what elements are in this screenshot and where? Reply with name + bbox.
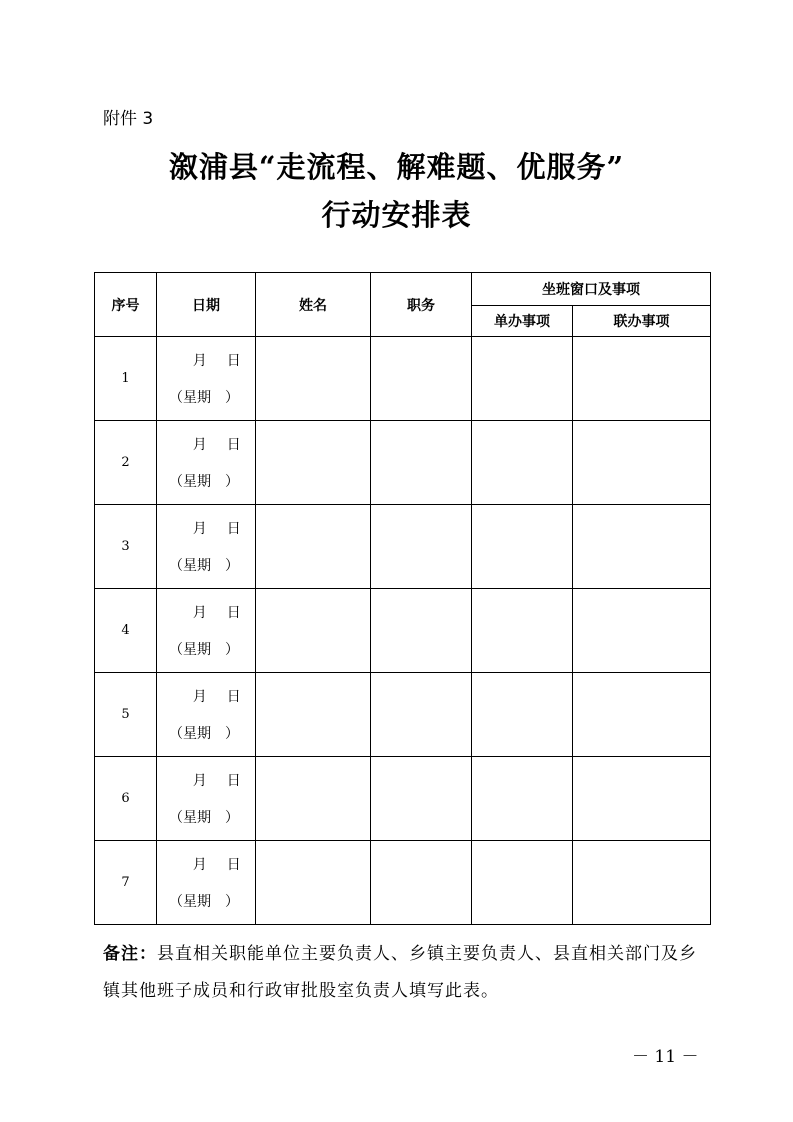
day-label: 日 [226, 773, 242, 789]
weekday-label: （星期 ） [169, 642, 239, 658]
joint-matters-cell[interactable] [573, 841, 711, 925]
joint-matters-cell[interactable] [573, 673, 711, 757]
joint-matters-cell[interactable] [573, 505, 711, 589]
footnote [103, 936, 703, 1010]
header-seq: 序号 [95, 273, 157, 337]
single-matters-cell[interactable] [472, 589, 573, 673]
single-matters-cell[interactable] [472, 505, 573, 589]
date-cell[interactable] [157, 673, 256, 757]
document-title: 溆浦县“走流程、解难题、优服务” [168, 150, 625, 184]
date-cell[interactable] [157, 337, 256, 421]
header-position: 职务 [371, 273, 472, 337]
month-label: 月 [192, 353, 208, 369]
position-cell[interactable] [371, 841, 472, 925]
month-label: 月 [192, 605, 208, 621]
name-cell[interactable] [256, 673, 371, 757]
table-row [95, 421, 711, 505]
attachment-label: 附件 3 [103, 109, 154, 129]
position-cell[interactable] [371, 505, 472, 589]
day-label: 日 [226, 521, 242, 537]
date-cell[interactable] [157, 841, 256, 925]
table-row [95, 841, 711, 925]
month-label: 月 [192, 521, 208, 537]
weekday-label: （星期 ） [169, 474, 239, 490]
month-label: 月 [192, 773, 208, 789]
seq-cell: 1 [95, 337, 157, 421]
day-label: 日 [226, 353, 242, 369]
name-cell[interactable] [256, 505, 371, 589]
position-cell[interactable] [371, 673, 472, 757]
single-matters-cell[interactable] [472, 841, 573, 925]
seq-cell: 5 [95, 673, 157, 757]
day-label: 日 [226, 605, 242, 621]
weekday-label: （星期 ） [169, 894, 239, 910]
day-label: 日 [226, 689, 242, 705]
single-matters-cell[interactable] [472, 757, 573, 841]
position-cell[interactable] [371, 589, 472, 673]
date-cell[interactable] [157, 421, 256, 505]
seq-cell: 2 [95, 421, 157, 505]
table-row [95, 589, 711, 673]
table-row [95, 337, 711, 421]
document-subtitle: 行动安排表 [321, 198, 472, 232]
name-cell[interactable] [256, 337, 371, 421]
seq-cell: 7 [95, 841, 157, 925]
header-window-group: 坐班窗口及事项 [472, 273, 711, 306]
name-cell[interactable] [256, 589, 371, 673]
date-cell[interactable] [157, 757, 256, 841]
page-number: － 11 － [632, 1047, 699, 1067]
joint-matters-cell[interactable] [573, 421, 711, 505]
name-cell[interactable] [256, 421, 371, 505]
joint-matters-cell[interactable] [573, 757, 711, 841]
seq-cell: 3 [95, 505, 157, 589]
position-cell[interactable] [371, 337, 472, 421]
weekday-label: （星期 ） [169, 810, 239, 826]
header-name: 姓名 [256, 273, 371, 337]
date-cell[interactable] [157, 589, 256, 673]
footnote-text: 县直相关职能单位主要负责人、乡镇主要负责人、县直相关部门及乡镇其他班子成员和行政审批股室负责人填写此表。 [103, 944, 697, 1001]
name-cell[interactable] [256, 841, 371, 925]
seq-cell: 4 [95, 589, 157, 673]
position-cell[interactable] [371, 757, 472, 841]
month-label: 月 [192, 857, 208, 873]
schedule-table [94, 272, 711, 925]
day-label: 日 [226, 437, 242, 453]
month-label: 月 [192, 689, 208, 705]
footnote-label: 备注： [103, 944, 157, 964]
joint-matters-cell[interactable] [573, 589, 711, 673]
single-matters-cell[interactable] [472, 337, 573, 421]
date-cell[interactable] [157, 505, 256, 589]
position-cell[interactable] [371, 421, 472, 505]
single-matters-cell[interactable] [472, 673, 573, 757]
seq-cell: 6 [95, 757, 157, 841]
header-joint-matters: 联办事项 [573, 306, 711, 337]
name-cell[interactable] [256, 757, 371, 841]
table-row [95, 673, 711, 757]
weekday-label: （星期 ） [169, 558, 239, 574]
joint-matters-cell[interactable] [573, 337, 711, 421]
single-matters-cell[interactable] [472, 421, 573, 505]
weekday-label: （星期 ） [169, 390, 239, 406]
table-row [95, 757, 711, 841]
header-date: 日期 [157, 273, 256, 337]
month-label: 月 [192, 437, 208, 453]
day-label: 日 [226, 857, 242, 873]
table-row [95, 505, 711, 589]
header-single-matters: 单办事项 [472, 306, 573, 337]
weekday-label: （星期 ） [169, 726, 239, 742]
